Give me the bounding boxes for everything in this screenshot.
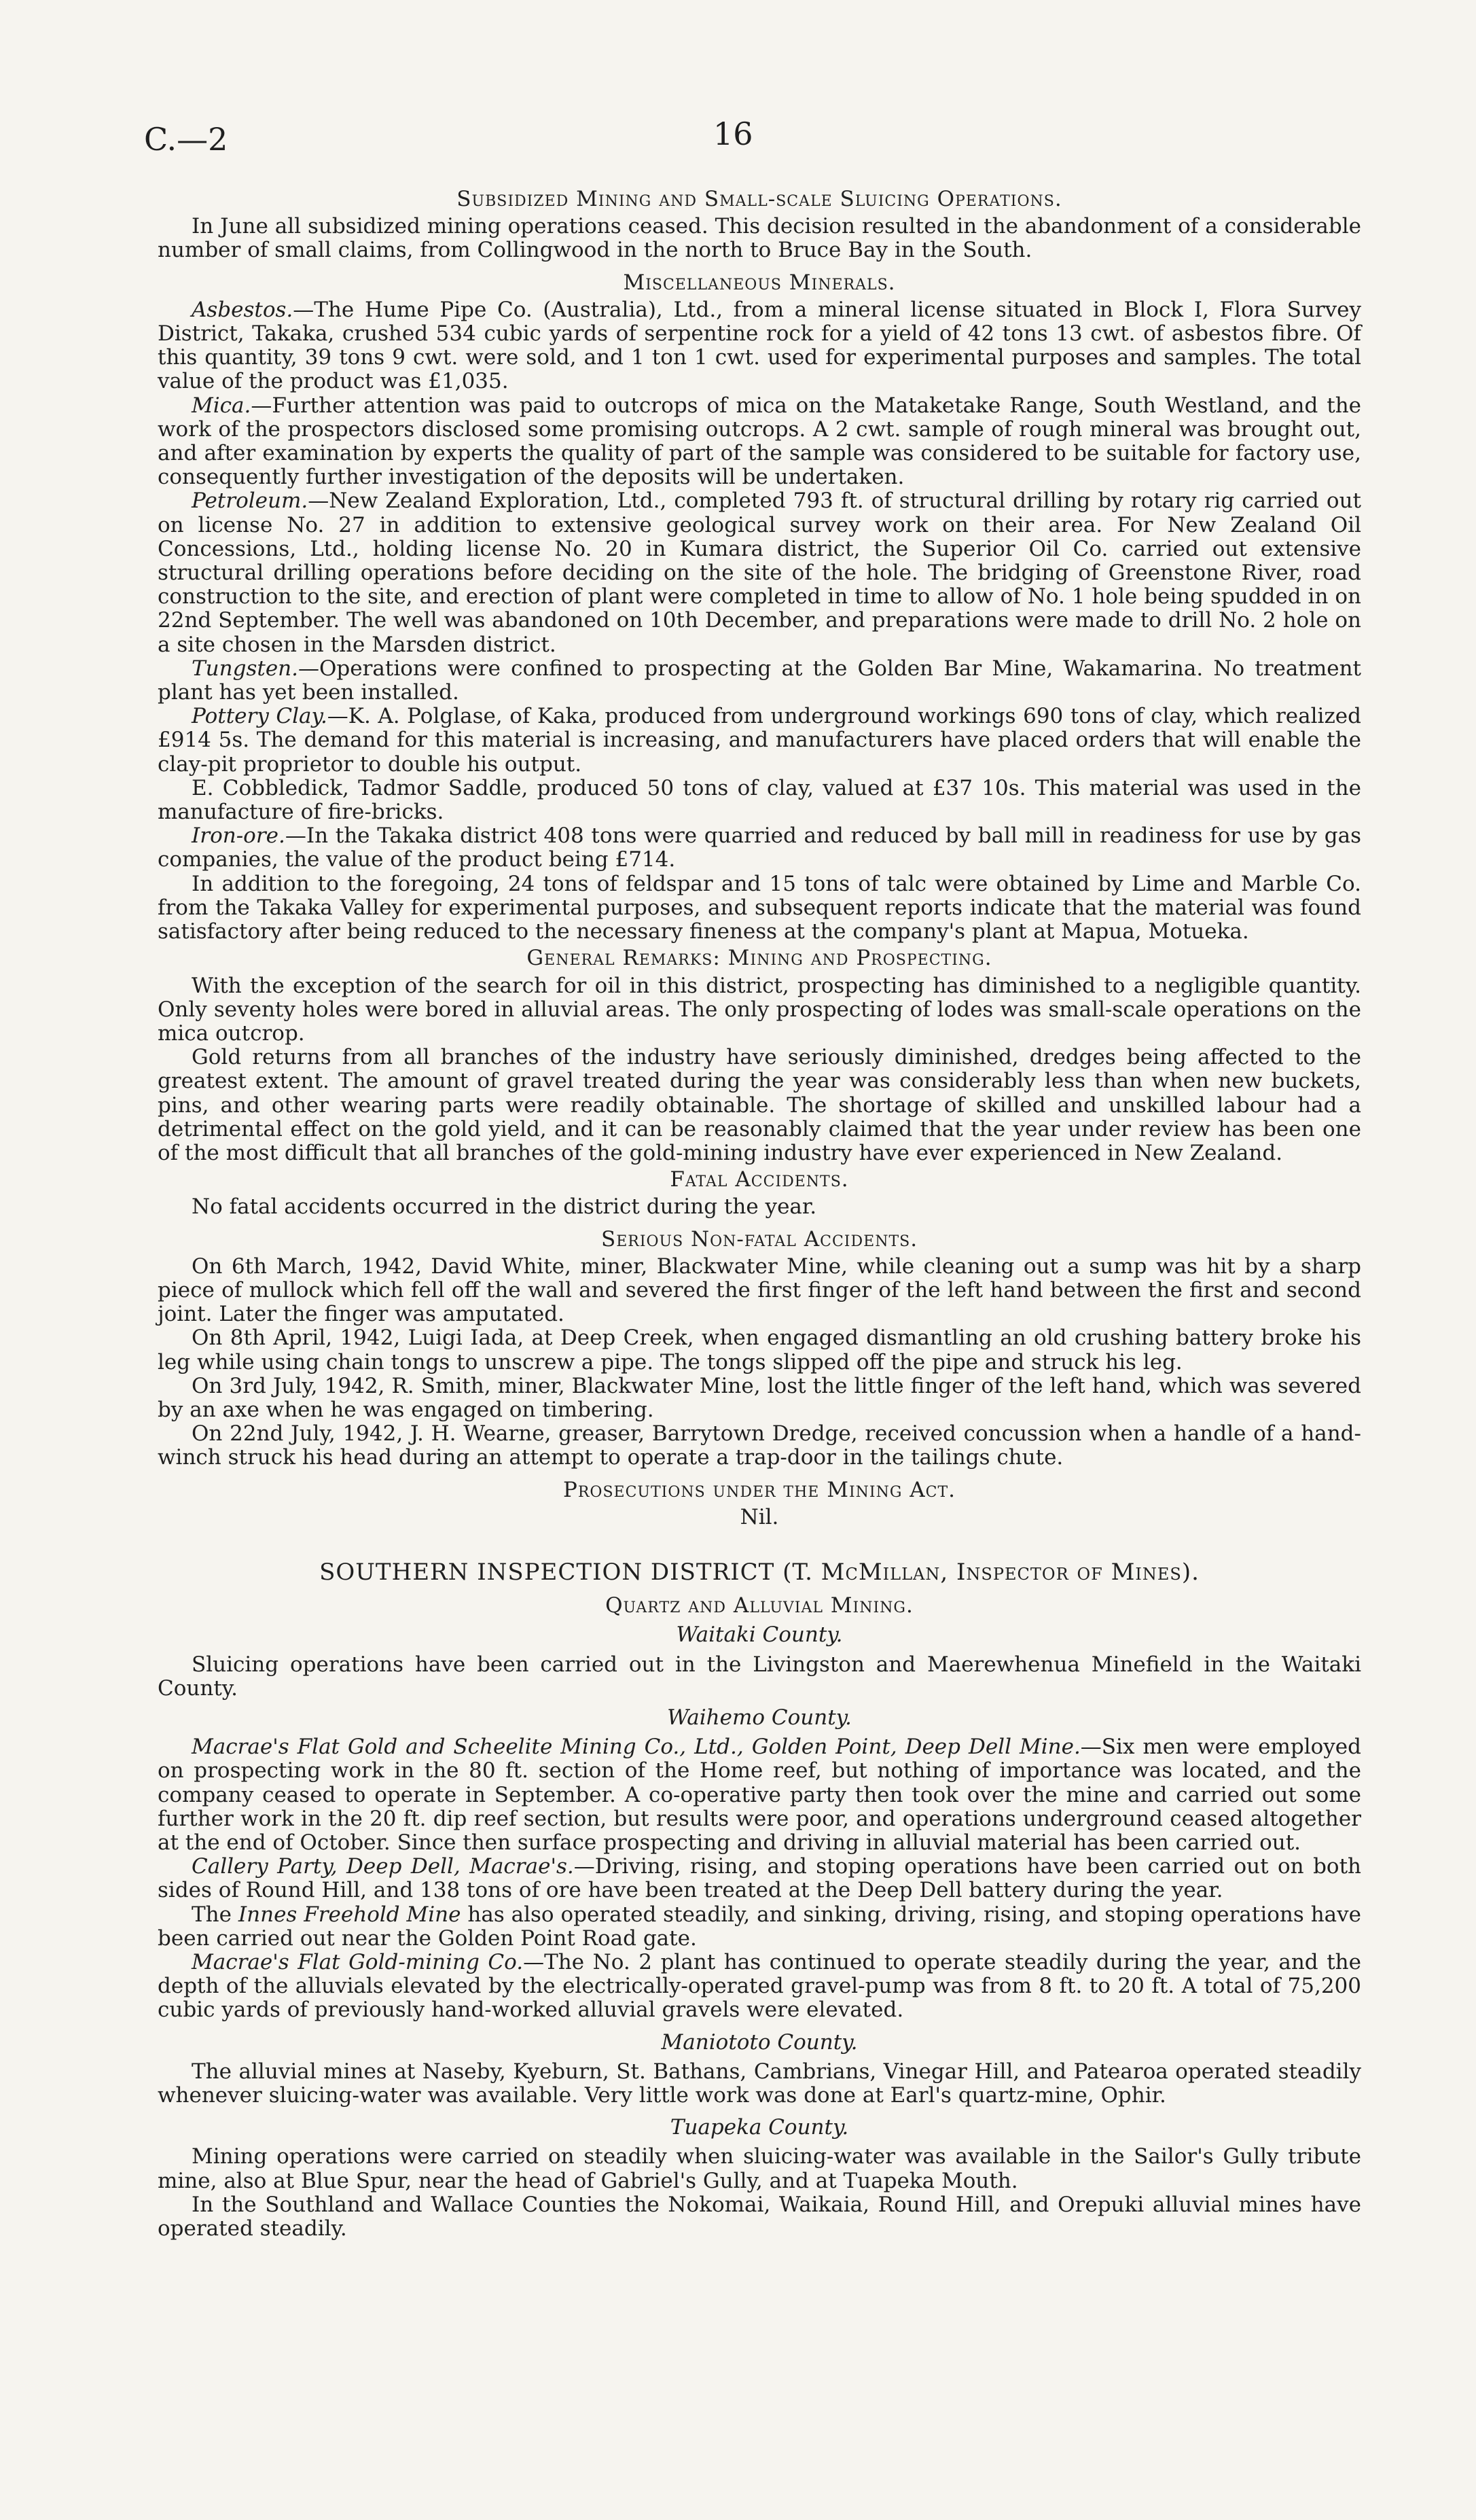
- heading-misc-minerals: Miscellaneous Minerals.: [623, 270, 896, 295]
- heading-waitaki: Waitaki County.: [676, 1622, 843, 1648]
- page-number: 16: [713, 116, 753, 152]
- text-iron-ore: —In the Takaka district 408 tons were quarried and reduced by ball mill in readiness for use by gas companies, the value of the product being £714.: [158, 823, 1361, 872]
- lead-tungsten: Tungsten.: [192, 656, 298, 681]
- lead-asbestos: Asbestos.: [192, 297, 293, 322]
- paragraph-tungsten: [158, 657, 1361, 705]
- paragraph-innes-freehold: [158, 1903, 1361, 1951]
- lead-callery: Callery Party, Deep Dell, Macrae's.: [192, 1854, 574, 1879]
- paragraph-feldspar: In addition to the foregoing, 24 tons of feldspar and 15 tons of talc were obtained by Lime and Marble Co. from the Takaka Valley for experimental purposes, and subsequent reports indicate that the material was found satisfactory after being reduced to the necessary fineness at the company's plant at Mapua, Motueka.: [158, 871, 1361, 944]
- paragraph: On 3rd July, 1942, R. Smith, miner, Blackwater Mine, lost the little finger of the left hand, which was severed by an axe when he was engaged on timbering.: [158, 1373, 1361, 1422]
- paragraph: In June all subsidized mining operations ceased. This decision resulted in the abandonment of a considerable number of small claims, from Collingwood in the north to Bruce Bay in the South.: [158, 214, 1361, 263]
- lead-mica: Mica.: [192, 393, 251, 418]
- paragraph: In the Southland and Wallace Counties the Nokomai, Waikaia, Round Hill, and Orepuki alluvial mines have operated steadily.: [158, 2192, 1361, 2241]
- paragraph: Sluicing operations have been carried out in the Livingston and Maerewhenua Minefield in the Waitaki County.: [158, 1652, 1361, 1701]
- southern-title-sub: (T. McMillan, Inspector of Mines).: [782, 1558, 1200, 1586]
- heading-southern-district: [158, 1558, 1361, 1586]
- heading-tuapeka: Tuapeka County.: [670, 2115, 849, 2140]
- heading-waihemo: Waihemo County.: [667, 1705, 852, 1730]
- heading-prosecutions: Prosecutions under the Mining Act.: [562, 1477, 956, 1502]
- text-petroleum: —New Zealand Exploration, Ltd., completed 793 ft. of structural drilling by rotary rig carried out on license No. 27 in addition to extensive geological survey work on their area. For New Zealand Oil Concessions, Ltd., holding license No. 20 in Kumara district, the Superior Oil Co. carried out extensive structural drilling operations before deciding on the site of the hole. The bridging of Greenstone River, road construction to the site, and erection of plant were completed in time to allow of No. 1 hole being spudded in on 22nd September. The well was abandoned on 10th December, and preparations were made to drill No. 2 hole on a site chosen in the Marsden district.: [158, 489, 1361, 657]
- text-macraes-gm: —The No. 2 plant has continued to operate steadily during the year, and the depth of the alluvials elevated by the electrically-operated gravel-pump was from 8 ft. to 20 ft. A total of 75,200 cubic yards of previously hand-worked alluvial gravels were elevated.: [158, 1950, 1361, 2023]
- paragraph-pottery: [158, 705, 1361, 777]
- paragraph: The alluvial mines at Naseby, Kyeburn, St. Bathans, Cambrians, Vinegar Hill, and Patearoa operated steadily whenever sluicing-water was available. Very little work was done at Earl's quartz-mine, Ophir.: [158, 2059, 1361, 2108]
- heading-general-remarks: General Remarks: Mining and Prospecting.: [526, 946, 992, 971]
- paragraph-callery-party: [158, 1855, 1361, 1902]
- text-innes-pre: The: [192, 1902, 238, 1927]
- paragraph-macraes-gold-mining: [158, 1951, 1361, 2023]
- lead-macraes-gm: Macrae's Flat Gold-mining Co.: [192, 1950, 524, 1975]
- lead-petroleum: Petroleum.: [192, 489, 308, 514]
- paragraph: On 8th April, 1942, Luigi Iada, at Deep Creek, when engaged dismantling an old crushing battery broke his leg while using chain tongs to unscrew a pipe. The tongs slipped off the pipe and struck his leg.: [158, 1326, 1361, 1374]
- text-innes: has also operated steadily, and sinking, driving, rising, and stoping operations have been carried out near the Golden Point Road gate.: [158, 1902, 1362, 1951]
- text-asbestos: —The Hume Pipe Co. (Australia), Ltd., from a mineral license situated in Block I, Flora Survey District, Takaka, crushed 534 cubic yards of serpentine rock for a yield of 42 tons 13 cwt. of asbestos fibre. Of this quantity, 39 tons 9 cwt. were sold, and 1 ton 1 cwt. used for experimental purposes and samples. The total value of the product was £1,035.: [158, 297, 1361, 394]
- paragraph-mica: [158, 394, 1361, 490]
- heading-fatal-accidents: Fatal Accidents.: [670, 1167, 849, 1192]
- heading-maniototo: Maniototo County.: [661, 2029, 858, 2055]
- text-macraes-co: —Six men were employed on prospecting work in the 80 ft. section of the Home reef, but nothing of importance was located, and the company ceased to operate in September. A co-operative party then took over the mine and carried out some further work in the 20 ft. dip reef section, but results were poor, and operations underground ceased altogether at the end of October. Since then surface prospecting and driving in alluvial material has been carried out.: [158, 1735, 1361, 1855]
- paragraph: No fatal accidents occurred in the district during the year.: [192, 1194, 817, 1220]
- heading-quartz-alluvial: Quartz and Alluvial Mining.: [605, 1593, 914, 1618]
- heading-subsidized: Subsidized Mining and Small-scale Sluicing Operations.: [456, 187, 1062, 211]
- text-pottery: —K. A. Polglase, of Kaka, produced from underground workings 690 tons of clay, which realized £914 5s. The demand for this material is increasing, and manufacturers have placed orders that will enable the clay-pit proprietor to double his output.: [158, 704, 1361, 777]
- paragraph-petroleum: [158, 489, 1361, 656]
- paragraph: On 6th March, 1942, David White, miner, Blackwater Mine, while cleaning out a sump was hit by a sharp piece of mullock which fell off the wall and severed the first finger of the left hand between the first and second joint. Later the finger was amputated.: [158, 1254, 1361, 1327]
- paragraph: With the exception of the search for oil in this district, prospecting has diminished to a negligible quantity. Only seventy holes were bored in alluvial areas. The only prospecting of lodes was small-scale operations on the mica outcrop.: [158, 973, 1361, 1046]
- paragraph: Mining operations were carried on steadily when sluicing-water was available in the Sailor's Gully tribute mine, also at Blue Spur, near the head of Gabriel's Gully, and at Tuapeka Mouth.: [158, 2144, 1361, 2193]
- lead-macraes-co: Macrae's Flat Gold and Scheelite Mining Co., Ltd., Golden Point, Deep Dell Mine.: [192, 1735, 1081, 1760]
- lead-pottery: Pottery Clay.: [192, 704, 327, 729]
- paragraph-asbestos: [158, 298, 1361, 394]
- lead-innes: Innes Freehold Mine: [238, 1902, 461, 1927]
- text-tungsten: —Operations were confined to prospecting at the Golden Bar Mine, Wakamarina. No treatment plant has yet been installed.: [158, 656, 1361, 705]
- page-body: [158, 182, 1361, 2241]
- prosecutions-nil: Nil.: [740, 1504, 779, 1529]
- lead-iron-ore: Iron-ore.: [192, 823, 285, 849]
- paragraph: On 22nd July, 1942, J. H. Wearne, greaser, Barrytown Dredge, received concussion when a handle of a hand-winch struck his head during an attempt to operate a trap-door in the tailings chute.: [158, 1421, 1361, 1470]
- text-mica: —Further attention was paid to outcrops of mica on the Mataketake Range, South Westland, and the work of the prospectors disclosed some promising outcrops. A 2 cwt. sample of rough mineral was brought out, and after examination by experts the quality of part of the sample was considered to be suitable for factory use, consequently further investigation of the deposits will be undertaken.: [158, 393, 1361, 490]
- series-code: C.—2: [144, 121, 228, 158]
- southern-title-main: SOUTHERN INSPECTION DISTRICT: [319, 1558, 775, 1586]
- heading-serious-accidents: Serious Non-fatal Accidents.: [600, 1226, 918, 1252]
- paragraph-macraes-flat-gold-scheelite: [158, 1735, 1361, 1855]
- paragraph-cobbledick: E. Cobbledick, Tadmor Saddle, produced 50 tons of clay, valued at £37 10s. This material was used in the manufacture of fire-bricks.: [158, 775, 1361, 825]
- text-callery: —Driving, rising, and stoping operations have been carried out on both sides of Round Hill, and 138 tons of ore have been treated at the Deep Dell battery during the year.: [158, 1854, 1362, 1903]
- paragraph: Gold returns from all branches of the industry have seriously diminished, dredges being affected to the greatest extent. The amount of gravel treated during the year was considerably less than when new buckets, pins, and other wearing parts were readily obtainable. The shortage of skilled and unskilled labour had a detrimental effect on the gold yield, and it can be reasonably claimed that the year under review has been one of the most difficult that all branches of the gold-mining industry have ever experienced in New Zealand.: [158, 1045, 1361, 1165]
- paragraph-iron-ore: [158, 824, 1361, 872]
